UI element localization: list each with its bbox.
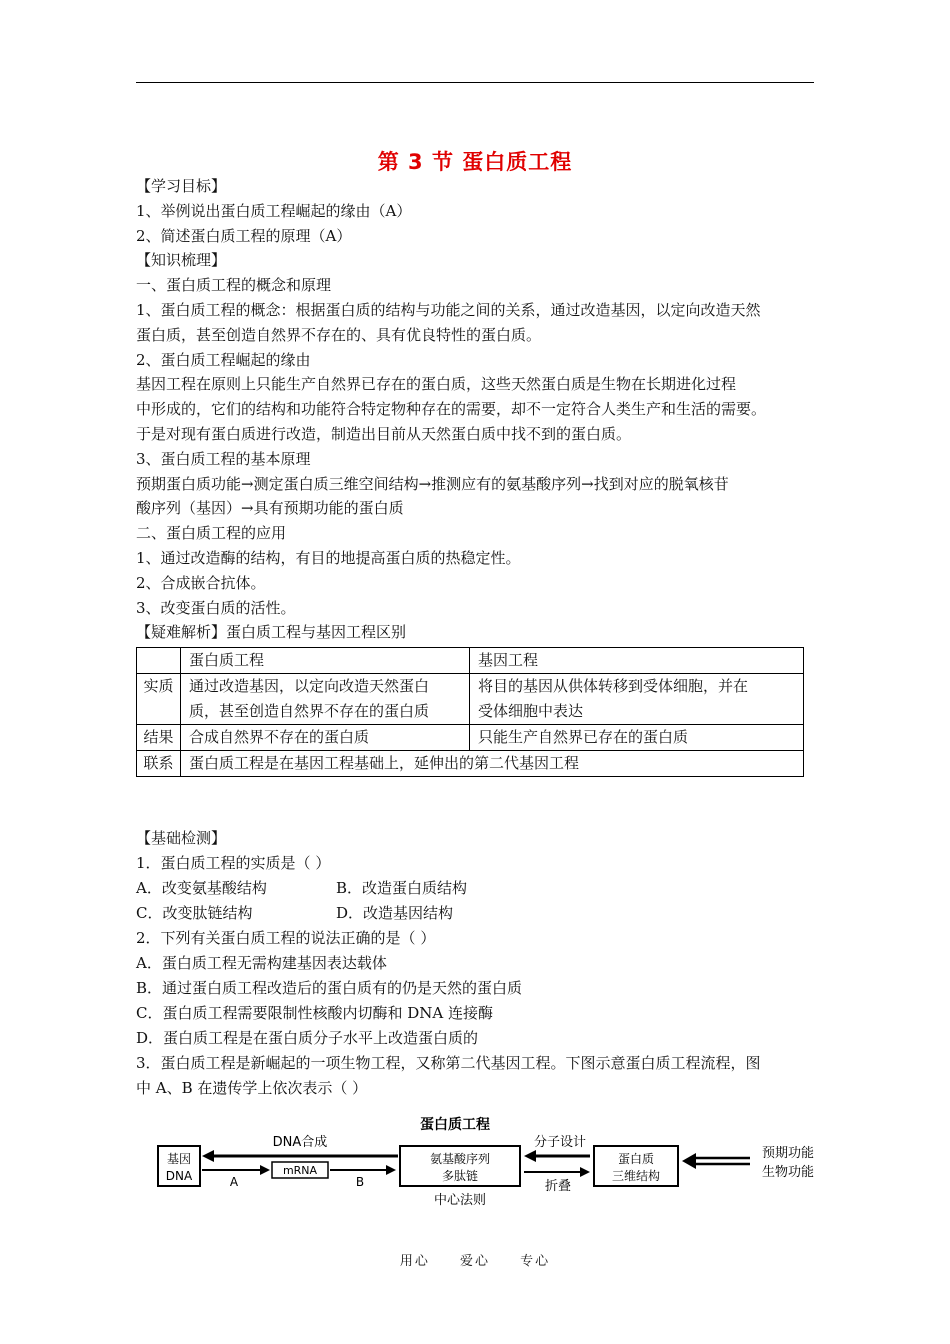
basic-test-section (136, 826, 836, 1101)
text-line: 2、蛋白质工程崛起的缘由 (136, 350, 311, 369)
text-line: 中形成的，它们的结构和功能符合特定物种存在的需要，却不一定符合人类生产和生活的需要。 (136, 400, 767, 419)
footer-text: 爱心 (459, 1254, 490, 1269)
table-cell (137, 648, 181, 674)
question: 2．下列有关蛋白质工程的说法正确的是（ ） (136, 929, 436, 947)
text-line: 1、通过改造酶的结构，有目的地提高蛋白质的热稳定性。 (136, 548, 521, 567)
cell-line: 将目的基因从供体转移到受体细胞，并在 (478, 677, 749, 695)
mrna-label: mRNA (282, 1164, 318, 1177)
arrowhead (260, 1165, 270, 1175)
table-cell: 联系 (137, 751, 181, 777)
text-line: 3、蛋白质工程的基本原理 (136, 449, 311, 468)
question: 3．蛋白质工程是新崛起的一项生物工程，又称第二代基因工程。下图示意蛋白质工程流程，图 (136, 1054, 761, 1072)
text-line: 于是对现有蛋白质进行改造，制造出目前从天然蛋白质中找不到的蛋白质。 (136, 424, 632, 443)
arrowhead (202, 1150, 214, 1162)
expected-function-label: 预期功能 (761, 1146, 815, 1161)
text-line: 【知识梳理】 (136, 251, 227, 270)
cell-line: 通过改造基因，以定向改造天然蛋白 (189, 677, 430, 695)
text-line: 【疑难解析】蛋白质工程与基因工程区别 (136, 623, 407, 642)
option[interactable]: D．蛋白质工程是在蛋白质分子水平上改造蛋白质的 (136, 1029, 479, 1047)
arrowhead (682, 1153, 696, 1169)
expected-function-label: 生物功能 (761, 1165, 815, 1180)
option[interactable]: D．改造基因结构 (336, 904, 454, 922)
text-line: 预期蛋白质功能→测定蛋白质三维空间结构→推测应有的氨基酸序列→找到对应的脱氧核苷 (136, 474, 729, 493)
option[interactable]: C．改变肽链结构 (136, 904, 253, 922)
text-line: 酸序列（基因）→具有预期功能的蛋白质 (136, 499, 404, 518)
table-row (137, 674, 804, 725)
table-row (137, 648, 804, 674)
knowledge-section (136, 174, 816, 645)
table-cell: 基因工程 (470, 648, 804, 674)
diagram-title: 蛋白质工程 (420, 1117, 490, 1133)
header-rule (136, 82, 814, 83)
footer-text: 专心 (520, 1254, 551, 1269)
table-cell (181, 674, 470, 725)
molecular-design-label: 分子设计 (533, 1135, 587, 1150)
option[interactable]: A．蛋白质工程无需构建基因表达载体 (136, 954, 387, 972)
question: 中 A、B 在遗传学上依次表示（ ） (136, 1079, 368, 1097)
question: 1．蛋白质工程的实质是（ ） (136, 854, 331, 872)
comparison-table (136, 647, 804, 777)
table-row (137, 725, 804, 751)
gene-box-label: DNA (165, 1169, 193, 1183)
text-line: 蛋白质，甚至创造自然界不存在的、具有优良特性的蛋白质。 (136, 325, 542, 344)
arrowhead (524, 1150, 536, 1162)
option[interactable]: A．改变氨基酸结构 (136, 879, 267, 897)
footer-text: 用心 (399, 1254, 430, 1269)
protein-engineering-diagram (150, 1110, 830, 1210)
text-line: 二、蛋白质工程的应用 (136, 524, 287, 543)
arrowhead (580, 1167, 590, 1177)
page-footer (0, 1250, 950, 1269)
option[interactable]: B．改造蛋白质结构 (336, 879, 468, 897)
text-line: 2、合成嵌合抗体。 (136, 573, 266, 592)
text-line: 3、改变蛋白质的活性。 (136, 598, 296, 617)
amino-acid-label: 氨基酸序列 (429, 1152, 491, 1166)
protein-structure-label: 三维结构 (611, 1169, 661, 1183)
option[interactable]: B．通过蛋白质工程改造后的蛋白质有的仍是天然的蛋白质 (136, 979, 523, 997)
table-cell: 实质 (137, 674, 181, 725)
gene-box-label: 基因 (166, 1152, 192, 1166)
table-cell: 合成自然界不存在的蛋白质 (181, 725, 470, 751)
cell-line: 质，甚至创造自然界不存在的蛋白质 (189, 702, 430, 720)
text-line: 1、举例说出蛋白质工程崛起的缘由（A） (136, 201, 412, 220)
amino-acid-label: 多肽链 (441, 1169, 479, 1183)
protein-structure-label: 蛋白质 (617, 1152, 655, 1166)
text-line: 【学习目标】 (136, 177, 227, 195)
table-row (137, 751, 804, 777)
table-cell: 结果 (137, 725, 181, 751)
option-row (136, 901, 836, 926)
arrowhead (386, 1165, 396, 1175)
page-title: 第 3 节 蛋白质工程 (377, 150, 573, 174)
cell-line: 受体细胞中表达 (478, 702, 584, 720)
text-line: 2、简述蛋白质工程的原理（A） (136, 226, 352, 245)
option-row (136, 876, 836, 901)
table-cell (470, 674, 804, 725)
table-cell: 只能生产自然界已存在的蛋白质 (470, 725, 804, 751)
section-heading: 【基础检测】 (136, 829, 227, 847)
dna-synthesis-label: DNA合成 (272, 1135, 328, 1150)
option[interactable]: C．蛋白质工程需要限制性核酸内切酶和 DNA 连接酶 (136, 1004, 493, 1022)
folding-label: 折叠 (544, 1179, 572, 1194)
label-a: A (229, 1175, 239, 1189)
text-line: 基因工程在原则上只能生产自然界已存在的蛋白质，这些天然蛋白质是生物在长期进化过程 (136, 375, 737, 394)
central-dogma-label: 中心法则 (433, 1193, 487, 1208)
table-cell: 蛋白质工程是在基因工程基础上，延伸出的第二代基因工程 (181, 751, 804, 777)
text-line: 1、蛋白质工程的概念：根据蛋白质的结构与功能之间的关系，通过改造基因，以定向改造天然 (136, 300, 761, 319)
text-line: 一、蛋白质工程的概念和原理 (136, 276, 332, 295)
table-cell: 蛋白质工程 (181, 648, 470, 674)
label-b: B (355, 1175, 365, 1189)
